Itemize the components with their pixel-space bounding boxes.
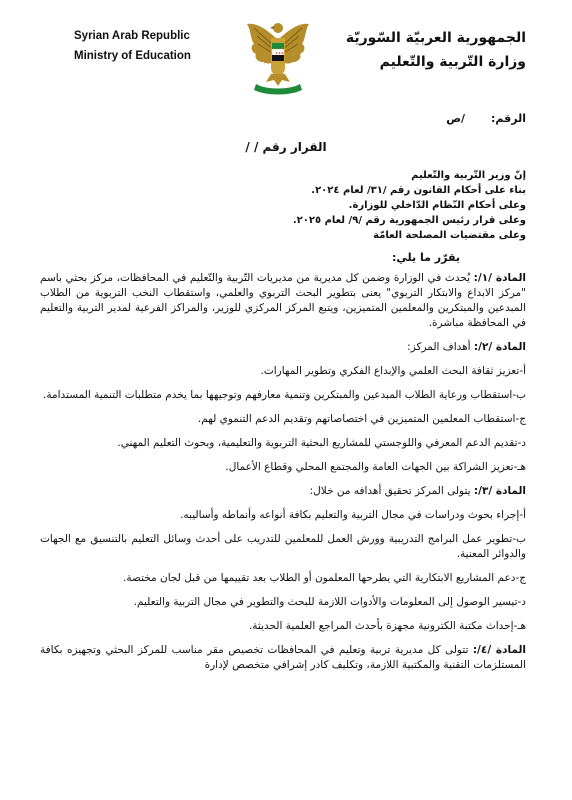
decree-body — [40, 168, 526, 682]
reference-number — [446, 112, 526, 125]
article-1 — [40, 271, 526, 331]
article-2 — [40, 340, 526, 355]
article-3-item: ب-تطوير عمل البرامج التدريبية وورش العمل للمعلمين للتدريب على أحدث وسائل التعليم بالتنسيق مع الجهات والدوائر المعنية. — [40, 533, 526, 560]
country-name-ar: الجمهورية العربيّة السّوريّة — [345, 30, 526, 46]
article-3-text: يتولى المركز تحقيق أهدافه من خلال: — [309, 485, 474, 497]
ministry-name-en: Ministry of Education — [74, 50, 191, 62]
preamble-line: وعلى مقتضيات المصلحة العامّة — [373, 230, 526, 241]
header-arabic — [346, 26, 526, 74]
article-3-item: ج-دعم المشاريع الابتكارية التي يطرحها المعلمون أو الطلاب بعد تقييمها من قبل لجان مختصة. — [123, 572, 526, 584]
article-3-item: أ-إجراء بحوث ودراسات في مجال التربية والتعليم بكافة أنواعه وأنماطه وأساليبه. — [180, 509, 526, 521]
decree-title: القرار رقم / / — [245, 140, 327, 154]
article-1-label: المادة /١/: — [473, 272, 526, 284]
preamble — [40, 168, 526, 243]
header-english — [74, 26, 191, 66]
ministry-name-ar: وزارة التّربية والتّعليم — [379, 54, 526, 70]
decides-heading: يقرّر ما يلي: — [392, 251, 460, 264]
svg-text:★★★: ★★★ — [275, 51, 284, 55]
article-3-item: هـ-إحداث مكتبة الكترونية مجهزة بأحدث المراجع العلمية الحديثة. — [248, 620, 526, 632]
reference-label: الرقم: — [491, 112, 526, 125]
article-2-item: ج-استقطاب المعلمين المتميزين في اختصاصاتهم وتقديم الدعم التنموي لهم. — [197, 413, 526, 425]
article-4 — [40, 643, 526, 673]
preamble-line: إنّ وزير التّربية والتّعليم — [411, 170, 526, 181]
preamble-line: وعلى أحكام النّظام الدّاخلي للوزارة. — [348, 200, 526, 211]
article-2-text: أهداف المركز: — [407, 341, 474, 353]
article-1-text: يُحدث في الوزارة وضمن كل مديرية من مديريات التّربية والتّعليم في المحافظات، مركز بحثي باسم "مركز الابداع والابتكار التربوي" يعنى بتطوير البحث التربوي والعلمي، واستقطاب النخب التربوية من الطلاب المبدعين والمبتكرين والمعلمين المتميزين، ويتبع المركز المركزي للوزير، والمراكز الفرعية لمدير التربية والتعليم في المحافظة مباشرة. — [40, 272, 526, 329]
article-4-text: تتولى كل مديرية تربية وتعليم في المحافظات تخصيص مقر مناسب للمركز البحثي وتجهيزه بكافة المستلزمات التقنية والمكتبية اللازمة، وتكليف كادر إشرافي متخصص لإدارة — [40, 644, 526, 671]
reference-suffix: /ص — [446, 112, 466, 125]
article-4-label: المادة /٤/: — [472, 644, 526, 656]
article-2-item: د-تقديم الدعم المعرفي واللوجستي للمشاريع البحثية التربوية والتعليمية، وبحوث التعليم المهني. — [117, 437, 526, 449]
article-2-label: المادة /٢/: — [473, 341, 526, 353]
syrian-eagle-emblem — [244, 14, 312, 96]
article-3-label: المادة /٣/: — [473, 485, 526, 497]
preamble-line: بناء على أحكام القانون رقم /٣١/ لعام ٢٠٢٤. — [311, 185, 526, 196]
article-2-item: هـ-تعزيز الشراكة بين الجهات العامة والمجتمع المحلي وقطاع الأعمال. — [225, 461, 526, 473]
article-3 — [40, 484, 526, 499]
article-2-item: أ-تعزيز ثقافة البحث العلمي والإبداع الفكري وتطوير المهارات. — [260, 365, 526, 377]
article-2-item: ب-استقطاب ورعاية الطلاب المبدعين والمبتكرين وتنمية معارفهم وتوجيهها بما يخدم متطلبات التنمية المستدامة. — [43, 389, 526, 401]
country-name-en: Syrian Arab Republic — [74, 30, 190, 42]
article-3-item: د-تيسير الوصول إلى المعلومات والأدوات اللازمة للبحث والتطوير في مجال التربية والتعليم. — [133, 596, 526, 608]
preamble-line: وعلى قرار رئيس الجمهورية رقم /٩/ لعام ٢٠٢٥. — [292, 215, 526, 226]
